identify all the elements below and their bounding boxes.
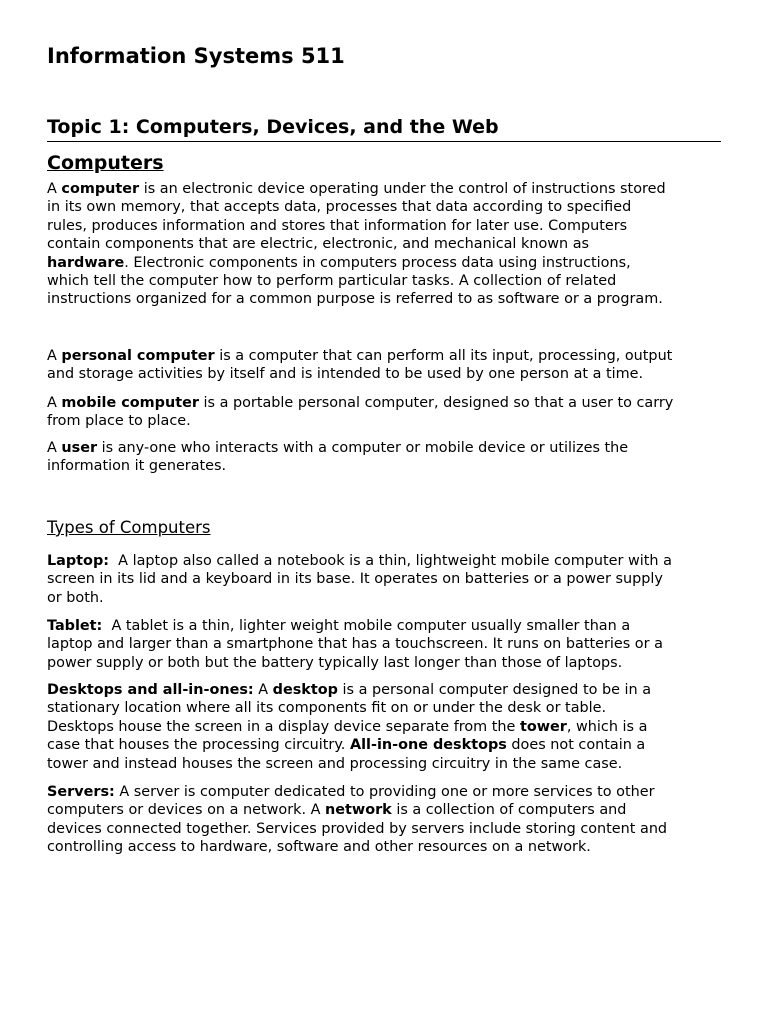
term-tower: tower	[519, 718, 567, 735]
paragraph-personal-computer	[47, 347, 723, 384]
term-hardware: hardware	[47, 254, 125, 271]
term-servers: Servers:	[47, 784, 115, 800]
document-title: Information Systems 511	[47, 44, 345, 68]
text-line	[47, 783, 723, 801]
paragraph-user	[47, 439, 723, 476]
text-line: from place to place.	[47, 413, 191, 430]
text-line: which tell the computer how to perform particular tasks. A collection of related	[47, 273, 617, 290]
text-line	[47, 681, 723, 699]
text-line	[47, 347, 723, 365]
text-line	[47, 254, 723, 272]
text-run: is an electronic device operating under the control of instructions stored	[139, 181, 666, 197]
text-line	[47, 736, 723, 754]
section-heading-computers: Computers	[47, 152, 164, 174]
text-run: A	[47, 395, 62, 411]
text-run: , which is a	[566, 718, 648, 735]
text-line	[47, 180, 723, 198]
term-laptop: Laptop:	[47, 553, 110, 569]
text-line	[47, 439, 723, 457]
text-line	[47, 718, 723, 736]
text-run: is a collection of computers and	[391, 802, 627, 819]
term-network: network	[325, 802, 392, 819]
text-line: controlling access to hardware, software and other resources on a network.	[47, 839, 591, 856]
term-user: user	[61, 440, 98, 456]
text-run: A tablet is a thin, lighter weight mobile computer usually smaller than a	[102, 618, 631, 634]
text-line: or both.	[47, 589, 104, 606]
term-computer: computer	[61, 181, 140, 197]
text-line	[47, 617, 723, 635]
text-line	[47, 801, 723, 819]
text-run: does not contain a	[506, 737, 646, 754]
term-all-in-one-desktops: All-in-one desktops	[349, 737, 507, 754]
topic-heading: Topic 1: Computers, Devices, and the Web	[47, 115, 721, 142]
text-line	[47, 552, 723, 570]
subheading-types-of-computers: Types of Computers	[47, 518, 211, 537]
text-run: A laptop also called a notebook is a thin, lightweight mobile computer with a	[109, 553, 672, 569]
text-run: computers or devices on a network. A	[47, 802, 326, 819]
text-run: case that houses the processing circuitry.	[47, 737, 350, 754]
term-desktops-and-all-in-ones: Desktops and all-in-ones:	[47, 682, 254, 698]
term-personal-computer: personal computer	[61, 348, 215, 364]
text-line: in its own memory, that accepts data, processes that data according to specified	[47, 199, 632, 216]
text-run: is a personal computer designed to be in a	[337, 682, 652, 698]
text-line: laptop and larger than a smartphone that has a touchscreen. It runs on batteries or a	[47, 636, 663, 653]
text-run: . Electronic components in computers process data using instructions,	[124, 254, 631, 271]
paragraph-computer-definition	[47, 180, 723, 309]
text-line: screen in its lid and a keyboard in its base. It operates on batteries or a power supply	[47, 571, 663, 588]
text-line: instructions organized for a common purpose is referred to as software or a program.	[47, 291, 663, 308]
text-line: contain components that are electric, electronic, and mechanical known as	[47, 236, 590, 253]
text-line: power supply or both but the battery typically last longer than those of laptops.	[47, 654, 623, 671]
paragraph-desktops	[47, 681, 723, 773]
text-run: A	[253, 682, 273, 698]
term-tablet: Tablet:	[47, 618, 103, 634]
text-run: A server is computer dedicated to providing one or more services to other	[114, 784, 655, 800]
term-desktop: desktop	[272, 682, 338, 698]
text-line: and storage activities by itself and is intended to be used by one person at a time.	[47, 366, 644, 383]
text-run: Desktops house the screen in a display device separate from the	[47, 718, 520, 735]
text-line: rules, produces information and stores that information for later use. Computers	[47, 217, 628, 234]
text-line: stationary location where all its components fit on or under the desk or table.	[47, 700, 607, 717]
text-run: is any-one who interacts with a computer or mobile device or utilizes the	[97, 440, 629, 456]
paragraph-servers	[47, 783, 723, 857]
text-line: information it generates.	[47, 458, 227, 475]
term-mobile-computer: mobile computer	[61, 395, 199, 411]
text-run: is a computer that can perform all its input, processing, output	[214, 348, 673, 364]
paragraph-mobile-computer	[47, 394, 723, 431]
text-run: A	[47, 440, 62, 456]
text-run: A	[47, 181, 62, 197]
text-line: tower and instead houses the screen and processing circuitry in the same case.	[47, 755, 623, 772]
text-line: devices connected together. Services provided by servers include storing content and	[47, 820, 668, 837]
paragraph-laptop	[47, 552, 723, 607]
paragraph-tablet	[47, 617, 723, 672]
text-run: is a portable personal computer, designed so that a user to carry	[198, 395, 674, 411]
text-run: A	[47, 348, 62, 364]
text-line	[47, 394, 723, 412]
